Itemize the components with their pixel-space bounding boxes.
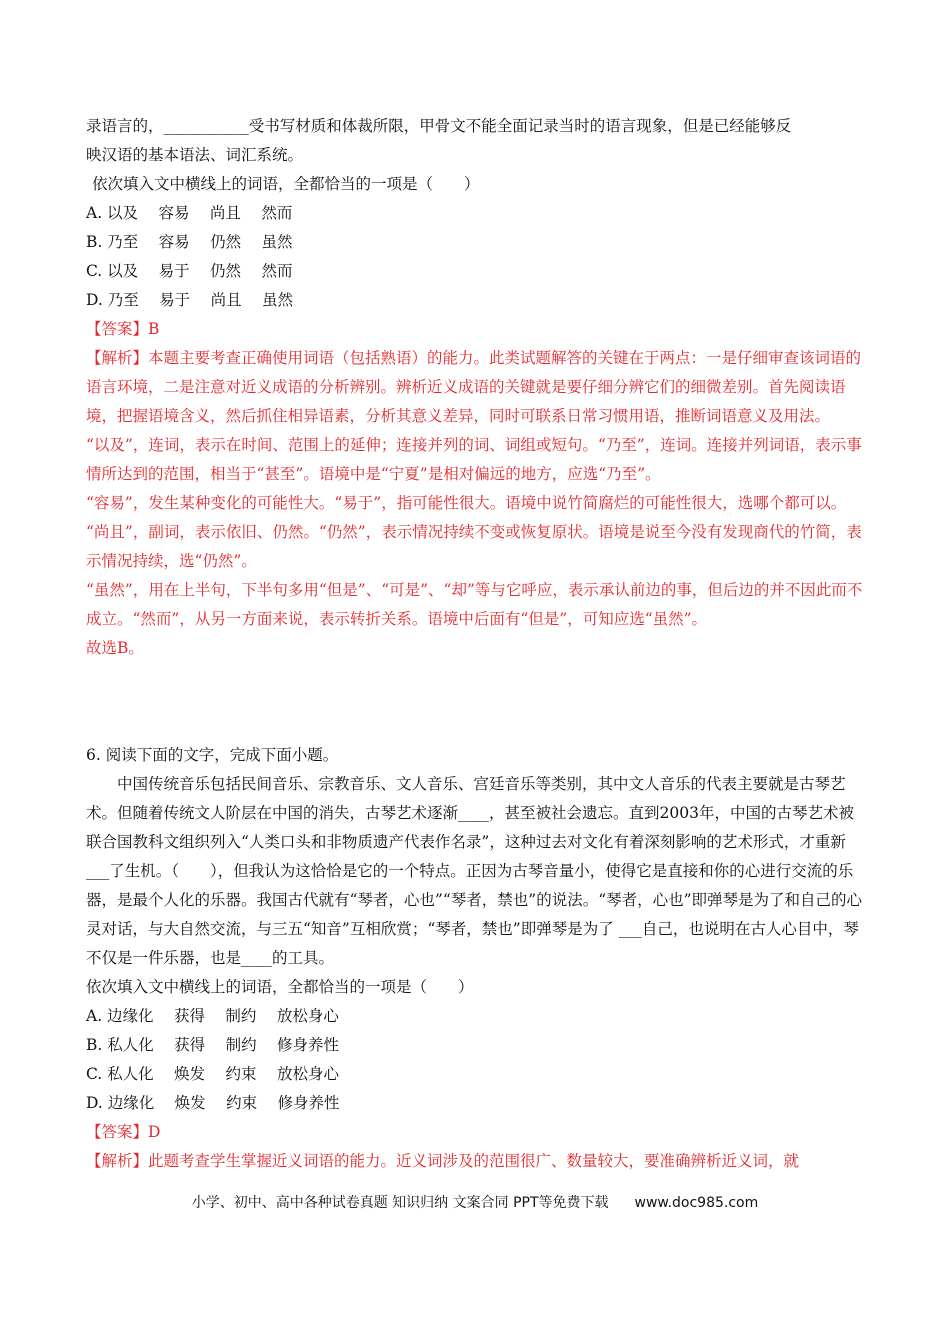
footer-url[interactable]: www.doc985.com xyxy=(634,1195,759,1211)
q5-analysis-4: “尚且”，副词，表示依旧、仍然。“仍然”，表示情况持续不变或恢复原状。语境是说至今没有发现商代的竹简，表示情况持续，选“仍然”。 xyxy=(86,523,862,570)
q5-answer xyxy=(86,315,866,344)
q5-analysis-6: 故选B。 xyxy=(86,639,144,657)
q5-analysis-3: “容易”，发生某种变化的可能性大。“易于”，指可能性很大。语境中说竹简腐烂的可能性很大，选哪个都可以。 xyxy=(86,494,847,512)
q6-answer xyxy=(86,1118,866,1147)
q6-analysis-tag: 【解析】 xyxy=(86,1152,149,1170)
q5-block xyxy=(86,112,866,663)
q5-option-b: B. 乃至 容易 仍然 虽然 xyxy=(86,233,293,251)
q5-answer-tag: 【答案】 xyxy=(86,320,149,338)
q5-analysis-2: “以及”，连词，表示在时间、范围上的延伸；连接并列的词、词组或短句。“乃至”，连词。连接并列词语，表示事情所达到的范围，相当于“甚至”。语境中是“宁夏”是相对偏远的地方，应选“乃至”。 xyxy=(86,436,862,483)
q6-option-c: C. 私人化 焕发 约束 放松身心 xyxy=(86,1065,339,1083)
q5-analysis-tag: 【解析】 xyxy=(86,349,149,367)
q5-answer-value: B xyxy=(148,320,160,338)
q6-analysis-text: 此题考查学生掌握近义词语的能力。近义词涉及的范围很广、数量较大，要准确辨析近义词，就 xyxy=(148,1152,800,1170)
q6-option-d: D. 边缘化 焕发 约束 修身养性 xyxy=(86,1094,340,1112)
q5-passage-line-1: 录语言的，___________受书写材质和体裁所限，甲骨文不能全面记录当时的语言现象，但是已经能够反 xyxy=(86,117,792,135)
q6-passage: 中国传统音乐包括民间音乐、宗教音乐、文人音乐、宫廷音乐等类别，其中文人音乐的代表主要就是古琴艺术。但随着传统文人阶层在中国的消失，古琴艺术逐渐____，甚至被社会遗忘。直到2003年，中国的古琴艺术被联合国教科文组织列入“人类口头和非物质遗产代表作名录”，这种过去对文化有着深刻影响的艺术形式，才重新___了生机。（ ），但我认为这恰恰是它的一个特点。正因为古琴音量小，使得它是直接和你的心进行交流的乐器，是最个人化的乐器。我国古代就有“琴者，心也”“琴者，禁也”的说法。“琴者，心也”即弹琴是为了和自己的心灵对话，与大自然交流，与三五“知音”互相欣赏；“琴者，禁也”即弹琴是为了 ___自己，也说明在古人心目中，琴不仅是一件乐器，也是____的工具。 xyxy=(86,775,863,967)
q6-option-b: B. 私人化 获得 制约 修身养性 xyxy=(86,1036,340,1054)
q6-question: 依次填入文中横线上的词语，全都恰当的一项是（ ） xyxy=(86,978,474,996)
q5-option-c: C. 以及 易于 仍然 然而 xyxy=(86,262,293,280)
q6-analysis xyxy=(86,1147,866,1176)
q5-option-a: A. 以及 容易 尚且 然而 xyxy=(86,204,293,222)
q6-answer-tag: 【答案】 xyxy=(86,1123,149,1141)
footer-text: 小学、初中、高中各种试卷真题 知识归纳 文案合同 PPT等免费下载 xyxy=(191,1195,609,1211)
page-footer xyxy=(0,1192,950,1212)
q5-analysis-text: 本题主要考查正确使用词语（包括熟语）的能力。此类试题解答的关键在于两点：一是仔细审查该词语的语言环境，二是注意对近义成语的分析辨别。辨析近义成语的关键就是要仔细分辨它们的细微差别。首先阅读语境，把握语境含义，然后抓住相异语素，分析其意义差异，同时可联系日常习惯用语，推断词语意义及用法。 xyxy=(86,349,862,425)
q6-block xyxy=(86,741,866,1176)
q6-answer-value: D xyxy=(148,1123,161,1141)
q6-option-a: A. 边缘化 获得 制约 放松身心 xyxy=(86,1007,339,1025)
q5-option-d: D. 乃至 易于 尚且 虽然 xyxy=(86,291,294,309)
q5-analysis-1 xyxy=(86,344,866,431)
q5-analysis-5: “虽然”，用在上半句，下半句多用“但是”、“可是”、“却”等与它呼应，表示承认前边的事，但后边的并不因此而不成立。“然而”，从另一方面来说，表示转折关系。语境中后面有“但是”，可知应选“虽然”。 xyxy=(86,581,863,628)
q6-stem: 6. 阅读下面的文字，完成下面小题。 xyxy=(86,746,339,764)
q5-passage-line-2: 映汉语的基本语法、词汇系统。 xyxy=(86,146,304,164)
q5-question: 依次填入文中横线上的词语，全都恰当的一项是（ ） xyxy=(92,175,480,193)
